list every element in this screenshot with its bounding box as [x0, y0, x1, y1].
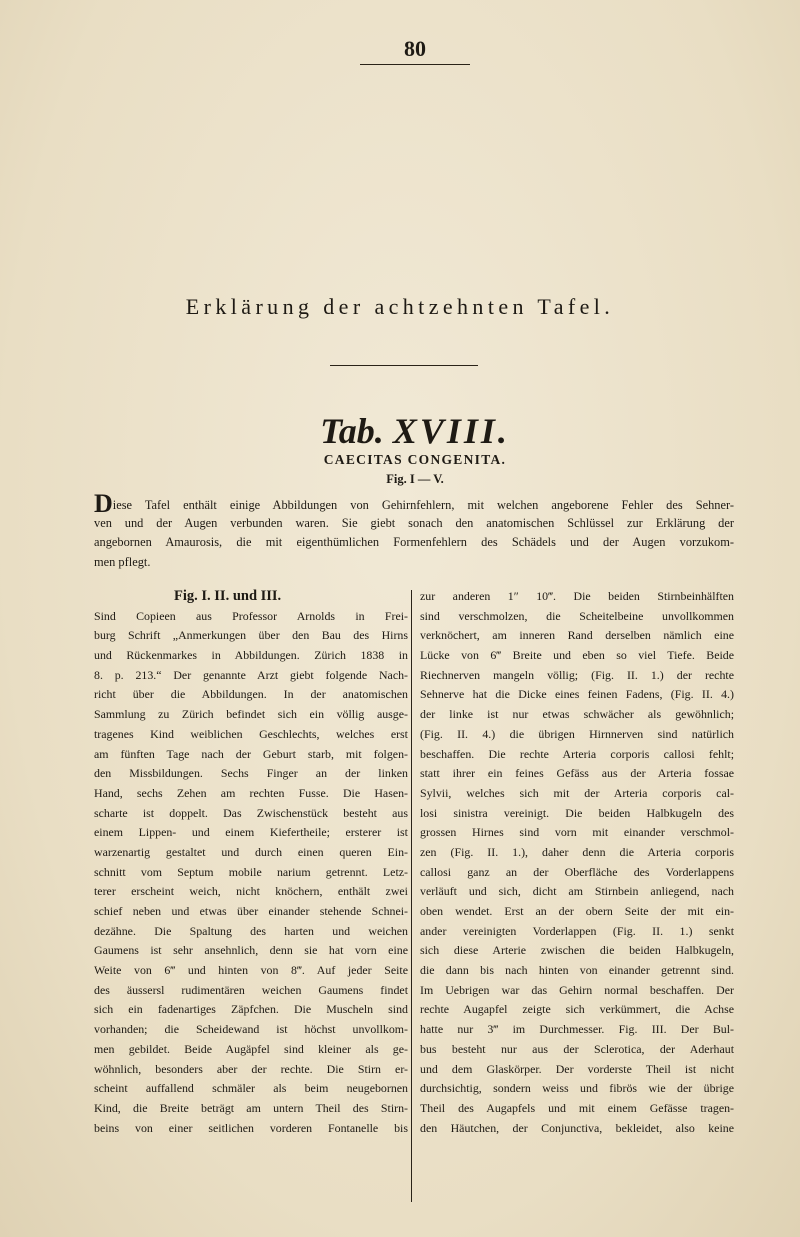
text-line: Hand, sechs Zehen am rechten Fusse. Die Hasen-: [94, 785, 408, 800]
intro-line: angebornen Amaurosis, die mit eigenthümlichen Formenfehlern des Schädels und der Augen vorzukom-: [94, 535, 734, 550]
text-line: zur anderen 1″ 10‴. Die beiden Stirnbeinhälften: [420, 589, 734, 603]
text-line: Sylvii, welches sich mit der Arteria corporis cal-: [420, 785, 734, 800]
column-divider: [411, 590, 412, 1202]
text-line: scharte ist doppelt. Das Zwischenstück besteht aus: [94, 805, 408, 820]
text-line: Gaumens ist sehr ansehnlich, denn sie hat vorn eine: [94, 943, 408, 958]
text-line: statt ihrer ein feines Gefäss aus der Arteria fossae: [420, 766, 734, 781]
text-line: bus besteht nur aus der Sclerotica, der Aderhaut: [420, 1041, 734, 1056]
text-line: Weite von 6‴ und hinten von 8‴. Auf jeder Seite: [94, 963, 408, 978]
text-line: Im Uebrigen war das Gehirn normal beschaffen. Der: [420, 982, 734, 997]
text-line: am fünften Tage nach der Geburt starb, mit folgen-: [94, 746, 408, 761]
text-line: callosi ganz an der Oberfläche des Vorderlappens: [420, 864, 734, 879]
text-line: sich ein fadenartiges Zäpfchen. Die Muscheln sind: [94, 1002, 408, 1017]
text-line: wöhnlich, besonders aber der rechte. Die Stirn er-: [94, 1061, 408, 1076]
page-title: Erklärung der achtzehnten Tafel.: [185, 294, 615, 319]
text-line: einem Lippen- und einem Kiefertheile; ersterer ist: [94, 825, 408, 840]
left-column: [94, 587, 408, 1138]
title-divider: [330, 365, 478, 366]
text-line: losi sinistra vereinigt. Die beiden Halbkugeln des: [420, 805, 734, 820]
text-line: sich diese Arterie zwischen die beiden Halbkugeln,: [420, 943, 734, 958]
text-line: verläuft und sich, dicht am Stirnbein anliegend, nach: [420, 884, 734, 899]
text-line: verknöchert, am inneren Rand derselben nämlich eine: [420, 628, 734, 643]
text-line: warzenartig gestaltet und durch einen queren Ein-: [94, 844, 408, 859]
text-line: scheint auffallend schmäler als beim neugebornen: [94, 1081, 408, 1096]
text-line: rechte Augapfel zeigte sich verkümmert, die Achse: [420, 1002, 734, 1017]
text-line: die dann bis nach hinten von einander getrennt sind.: [420, 963, 734, 978]
text-line: vorhanden; die Scheidewand ist höchst unvollkom-: [94, 1022, 408, 1037]
drop-cap: D: [94, 494, 113, 514]
text-line: der linke ist nur etwas schwächer als gewöhnlich;: [420, 707, 734, 722]
right-column: [420, 587, 734, 1138]
text-line: Riechnerven mangeln völlig; (Fig. II. 1.) der rechte: [420, 667, 734, 682]
intro-line: Diese Tafel enthält einige Abbildungen von Gehirnfehlern, mit welchen angeborene Fehler des Sehner-: [94, 494, 734, 514]
text-line: durchsichtig, sondern weiss und fibrös wie der übrige: [420, 1081, 734, 1096]
text-line: sind verschmolzen, die Scheitelbeine unvollkommen: [420, 608, 734, 623]
intro-line: men pflegt.: [94, 555, 151, 570]
text-line: Sind Copieen aus Professor Arnolds in Frei-: [94, 608, 408, 623]
plate-figures: Fig. I — V.: [386, 472, 444, 486]
intro-line: ven und der Augen verbunden waren. Sie giebt sonach den anatomischen Schlüssel zur Erklärung der: [94, 515, 734, 530]
text-line: Kind, die Breite beträgt am untern Theil des Stirn-: [94, 1100, 408, 1115]
text-line: beins von einer seitlichen vorderen Fontanelle bis: [94, 1120, 408, 1135]
text-line: Sehnerve hat die Dicke eines feinen Fadens, (Fig. II. 4.): [420, 687, 734, 702]
text-line: grossen Hirnes sind vorn mit einander verschmol-: [420, 825, 734, 840]
page-number: 80: [404, 36, 426, 61]
text-line: zen (Fig. II. 1.), daher denn die Arteria corporis: [420, 844, 734, 859]
plate-label: Tab.: [320, 411, 384, 451]
text-line: schnitt vom Septum mobile narium getrennt. Letz-: [94, 864, 408, 879]
text-line: oben wendet. Erst an der obern Seite der mit ein-: [420, 904, 734, 918]
text-line: terer erscheint weich, nicht knöchern, enthält zwei: [94, 884, 408, 899]
intro-paragraph: [94, 494, 734, 573]
text-line: dezähne. Die Spaltung des harten und weichen: [94, 923, 408, 938]
text-line: richt über die Abbildungen. In der anatomischen: [94, 687, 408, 702]
text-line: und Rückenmarkes in Abbildungen. Zürich 1838 in: [94, 648, 408, 663]
text-line: hatte nur 3‴ im Durchmesser. Fig. III. Der Bul-: [420, 1022, 734, 1037]
plate-subtitle: CAECITAS CONGENITA.: [323, 452, 507, 467]
text-line: burg Schrift „Anmerkungen über den Bau des Hirns: [94, 628, 408, 643]
text-line: beschaffen. Die rechte Arteria corporis callosi fehlt;: [420, 746, 734, 761]
text-line: tragenes Kind weiblichen Geschlechts, welches erst: [94, 726, 408, 741]
text-line: (Fig. II. 4.) die übrigen Hirnnerven sind natürlich: [420, 726, 734, 741]
text-line: Theil des Augapfels und mit einem Gefässe tragen-: [420, 1100, 734, 1115]
plate-heading: [200, 410, 630, 452]
page-number-rule: [360, 64, 470, 65]
text-line: Lücke von 6‴ Breite und eben so viel Tiefe. Beide: [420, 648, 734, 663]
left-column-lines: [94, 607, 408, 1139]
text-line: ander vereinigten Vorderlappen (Fig. II. 1.) senkt: [420, 923, 734, 938]
text-line: den Missbildungen. Sechs Finger an der linken: [94, 766, 408, 781]
section-heading: Fig. I. II. und III.: [174, 588, 282, 604]
text-line: und dem Glaskörper. Der vorderste Theil ist nicht: [420, 1061, 734, 1076]
text-line: Sammlung zu Zürich befindet sich ein völlig ausge-: [94, 707, 408, 722]
text-line: 8. p. 213.“ Der genannte Arzt giebt folgende Nach-: [94, 667, 408, 682]
text-line: schief neben und etwas über einander stehende Schnei-: [94, 904, 408, 918]
text-line: des äussersl rudimentären weichen Gaumens findet: [94, 982, 408, 997]
text-line: men gebildet. Beide Augäpfel sind kleiner als ge-: [94, 1041, 408, 1056]
plate-number: XVIII.: [392, 411, 510, 451]
right-column-lines: [420, 587, 734, 1138]
text-line: den Häutchen, der Conjunctiva, bekleidet, also keine: [420, 1120, 734, 1135]
